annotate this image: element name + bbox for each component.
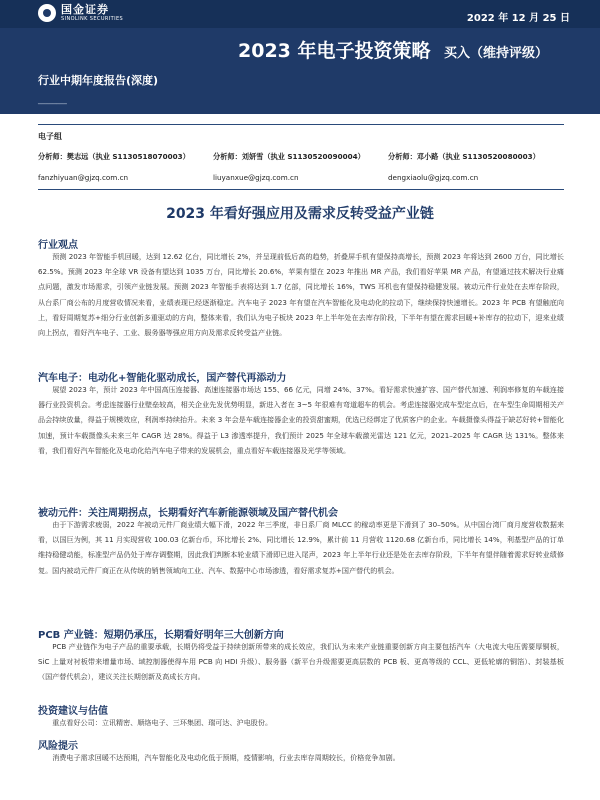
report-headline: 2023 年看好强应用及需求反转受益产业链 bbox=[166, 206, 434, 222]
paragraph-auto: 展望 2023 年，预计 2023 年中国高压连接器、高速连接器市场达 155、66 亿元，同增 24%、37%。看好需求快速扩容、国产替代加速、利润率修复的车载连接器行业投资机会。考虑连接器行业壁垒较高，相关企业先发优势明显，新进入者在 3~5 年很难有弯道超车的机会。考虑连接器完成车型定点后，在车型生命周期相关产品会持续放量，得益于规模效应，利润率持续抬升。未来 3 年会是车载连接器企业的投资甜蜜期，优选已经绑定了优质客户的企业。车载摄像头得益于缺芯好转+智能化加速，预计车载摄像头未来三年 CAGR 达 28%。得益于 L3 渗透率提升，我们预计 2025 年全球车载激光雷达 121 亿元，2021–2025 年 CAGR 达 131%。整体来看，我们看好汽车智能化及电动化给汽车电子带来的发展机会，重点看好车载连接器及光学等领域。 bbox=[38, 385, 564, 455]
section-heading-pcb: PCB 产业链：短期仍承压，长期看好明年三大创新方向 bbox=[38, 630, 284, 641]
section-heading-risk: 风险提示 bbox=[38, 741, 78, 752]
logo-text bbox=[61, 4, 123, 22]
section-text-passive bbox=[38, 517, 564, 626]
analyst-3-email[interactable]: dengxiaolu@gjzq.com.cn bbox=[388, 173, 479, 182]
company-logo bbox=[38, 4, 123, 22]
report-date: 2022 年 12 月 25 日 bbox=[466, 13, 570, 24]
analyst-1-email[interactable]: fanzhiyuan@gjzq.com.cn bbox=[38, 173, 129, 182]
logo-mark-icon bbox=[38, 4, 56, 22]
section-text-auto bbox=[38, 382, 564, 504]
analyst-1-name: 分析师：樊志远（执业 S1130518070003） bbox=[38, 152, 190, 161]
section-text-advice bbox=[38, 715, 564, 731]
section-text-view bbox=[38, 249, 564, 369]
section-heading-advice: 投资建议与估值 bbox=[38, 706, 108, 717]
rating-badge: 买入（维持评级） bbox=[444, 46, 549, 61]
paragraph-passive: 由于下游需求疲弱，2022 年被动元件厂商业绩大幅下滑，2022 年三季度，非日系厂商 MLCC 的稼动率更是下滑到了 30–50%。从中国台湾厂商月度营收数据来看，以国巨为例，其 11 月实现营收 100.03 亿新台币，环比增长 2%、同比增长 12.9%，累计前 11 月营收 1120.68 亿新台币，同比增长 14%，利基型产品的订单维持稳健动能，标准型产品仍处于库存调整期，因此我们判断本轮业绩下滑即已进入尾声，2023 年上半年行业还是处在去库存阶段，下半年有望伴随着需求好转业绩修复。国内被动元件厂商正在从传统的销售领域向工业、汽车、数据中心市场渗透，看好需求复苏+国产替代的机会。 bbox=[38, 520, 564, 575]
paragraph-risk: 消费电子需求回暖不达预期，汽车智能化及电动化低于预期，疫情影响，行业去库存周期较长，价格竞争加剧。 bbox=[52, 753, 400, 762]
report-main-title: 2023 年电子投资策略 bbox=[238, 40, 431, 62]
section-heading-auto: 汽车电子：电动化+智能化驱动成长，国产替代再添动力 bbox=[38, 373, 287, 384]
decorative-small-line: ──────── bbox=[38, 101, 67, 108]
analyst-3-name: 分析师：邓小路（执业 S1130520080003） bbox=[388, 152, 540, 161]
paragraph-view: 预测 2023 年智能手机回暖，达到 12.62 亿台，同比增长 2%，并呈现前低后高的趋势，折叠屏手机有望保持高增长，预测 2023 年将达到 2600 万台，同比增长 62.5%。预测 2023 年全球 VR 设备有望达到 1035 万台，同比增长 20.6%，苹果有望在 2023 年推出 MR 产品，我们看好苹果 MR 产品，有望通过技术解决行业痛点问题，激发市场需求，引领产业链发展。预测 2023 年智能手表将达到 1.7 亿部，同比增长 16%，TWS 耳机也有望保持稳健发展。被动元件行业处在去库存阶段，从台系厂商公布的月度营收情况来看，业绩表现已经逐渐稳定。汽车电子 2023 年有望在汽车智能化及电动化的拉动下，继续保持快速增长。2023 年 PCB 有望触底向上，看好周期复苏+细分行业创新多重驱动的方向，整体来看，我们认为电子板块 2023 年上半年处在去库存阶段，下半年有望在需求回暖+补库存的拉动下，迎来业绩向上拐点，看好汽车电子、工业、服务器等强应用方向及需求反转受益产业链。 bbox=[38, 252, 564, 338]
section-heading-passive: 被动元件：关注周期拐点，长期看好汽车新能源领域及国产替代机会 bbox=[38, 508, 338, 519]
divider-analysts bbox=[38, 189, 564, 190]
logo-english: SINOLINK SECURITIES bbox=[61, 16, 124, 22]
section-text-risk bbox=[38, 750, 564, 766]
report-subtitle: 行业中期年度报告(深度) bbox=[38, 74, 159, 87]
analyst-2-name: 分析师：刘妍雪（执业 S1130520090004） bbox=[213, 152, 365, 161]
section-heading-view: 行业观点 bbox=[38, 240, 78, 251]
team-group-label: 电子组 bbox=[38, 132, 62, 141]
paragraph-advice: 重点看好公司：立讯精密、顺络电子、三环集团、瑞可达、沪电股份。 bbox=[52, 718, 273, 727]
divider-top bbox=[38, 124, 564, 125]
logo-chinese: 国金证券 bbox=[61, 3, 109, 16]
section-text-pcb bbox=[38, 639, 564, 700]
header-banner bbox=[0, 0, 600, 114]
paragraph-pcb: PCB 产业链作为电子产品的重要承载，长期仍将受益于持续创新所带来的成长效应，我们认为未来产业链重要创新方向主要包括汽车（大电流大电压需要厚铜板，SiC 上量对衬板带来增量市场、域控制器使得车用 PCB 向 HDI 升级）、服务器（新平台升级需要更高层数的 PCB 板、更高等级的 CCL、更低轮廓的铜箔）、封装基板（国产替代机会），建议关注长期创新及高成长方向。 bbox=[38, 642, 564, 682]
analyst-2-email[interactable]: liuyanxue@gjzq.com.cn bbox=[213, 173, 299, 182]
